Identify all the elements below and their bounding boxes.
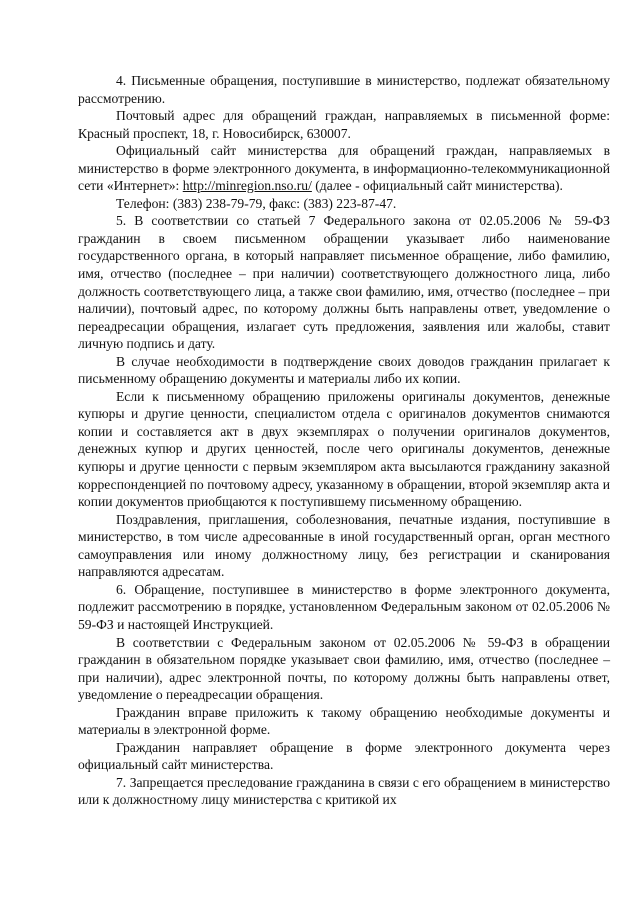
website-paragraph bbox=[78, 142, 610, 195]
document-page bbox=[78, 72, 610, 809]
website-text-before: Официальный сайт министерства для обращений граждан, направляемых в министерство в форме электронного документа, в информационно-телекоммуникационной сети «Интернет»: bbox=[78, 143, 610, 194]
postal-address-paragraph: Почтовый адрес для обращений граждан, направляемых в письменной форме: Красный проспект, 18, г. Новосибирск, 630007. bbox=[78, 108, 610, 141]
electronic-submission-paragraph: Гражданин направляет обращение в форме электронного документа через официальный сайт министерства. bbox=[78, 739, 610, 773]
electronic-attachments-paragraph: Гражданин вправе приложить к такому обращению необходимые документы и материалы в электронной форме. bbox=[78, 704, 610, 738]
attachments-paragraph: В случае необходимости в подтверждение своих доводов гражданин прилагает к письменному обращению документы и материалы либо их копии. bbox=[78, 353, 610, 387]
paragraph-6: 6. Обращение, поступившее в министерство в форме электронного документа, подлежит рассмотрению в порядке, установленном Федеральным законом от 02.05.2006 № 59-ФЗ и настоящей Инструкцией. bbox=[78, 581, 610, 632]
paragraph-7: 7. Запрещается преследование гражданина в связи с его обращением в министерство или к должностному лицу министерства с критикой их bbox=[78, 774, 610, 808]
website-text-after: (далее - официальный сайт министерства). bbox=[311, 178, 563, 194]
phone-paragraph: Телефон: (383) 238-79-79, факс: (383) 223-87-47. bbox=[116, 195, 397, 211]
originals-paragraph: Если к письменному обращению приложены оригиналы документов, денежные купюры и другие ценности, специалистом отдела с оригиналов документов снимаются копии и составляется акт в двух экземплярах о получении оригиналов документов, денежных купюр и других ценностей, после чего оригиналы документов, денежные купюры и другие ценности с первым экземпляром акта высылаются гражданину заказной корреспонденцией по почтовому адресу, указанному в обращении, второй экземпляр акта и копии документов приобщаются к поступившему письменному обращению. bbox=[78, 388, 610, 510]
paragraph-5: 5. В соответствии со статьей 7 Федерального закона от 02.05.2006 № 59-ФЗ гражданин в своем письменном обращении указывает либо наименование государственного органа, в который направляет письменное обращение, либо фамилию, имя, отчество (последнее – при наличии) соответствующего должностного лица, либо должность соответствующего лица, а также свои фамилию, имя, отчество (последнее – при наличии), почтовый адрес, по которому должны быть направлены ответ, уведомление о переадресации обращения, излагает суть предложения, заявления или жалобы, ставит личную подпись и дату. bbox=[78, 213, 610, 352]
website-link[interactable]: http://minregion.nso.ru/ bbox=[182, 178, 312, 194]
electronic-requirements-paragraph: В соответствии с Федеральным законом от 02.05.2006 № 59-ФЗ в обращении гражданин в обязательном порядке указывает свои фамилию, имя, отчество (последнее – при наличии), адрес электронной почты, по которому должны быть направлены ответ, уведомление о переадресации обращения. bbox=[78, 634, 610, 703]
greetings-paragraph: Поздравления, приглашения, соболезнования, печатные издания, поступившие в министерство, в том числе адресованные в иной государственный орган, орган местного самоуправления или иному должностному лицу, без регистрации и сканирования направляются адресатам. bbox=[78, 511, 610, 580]
paragraph-4: 4. Письменные обращения, поступившие в министерство, подлежат обязательному рассмотрению. bbox=[78, 73, 610, 106]
